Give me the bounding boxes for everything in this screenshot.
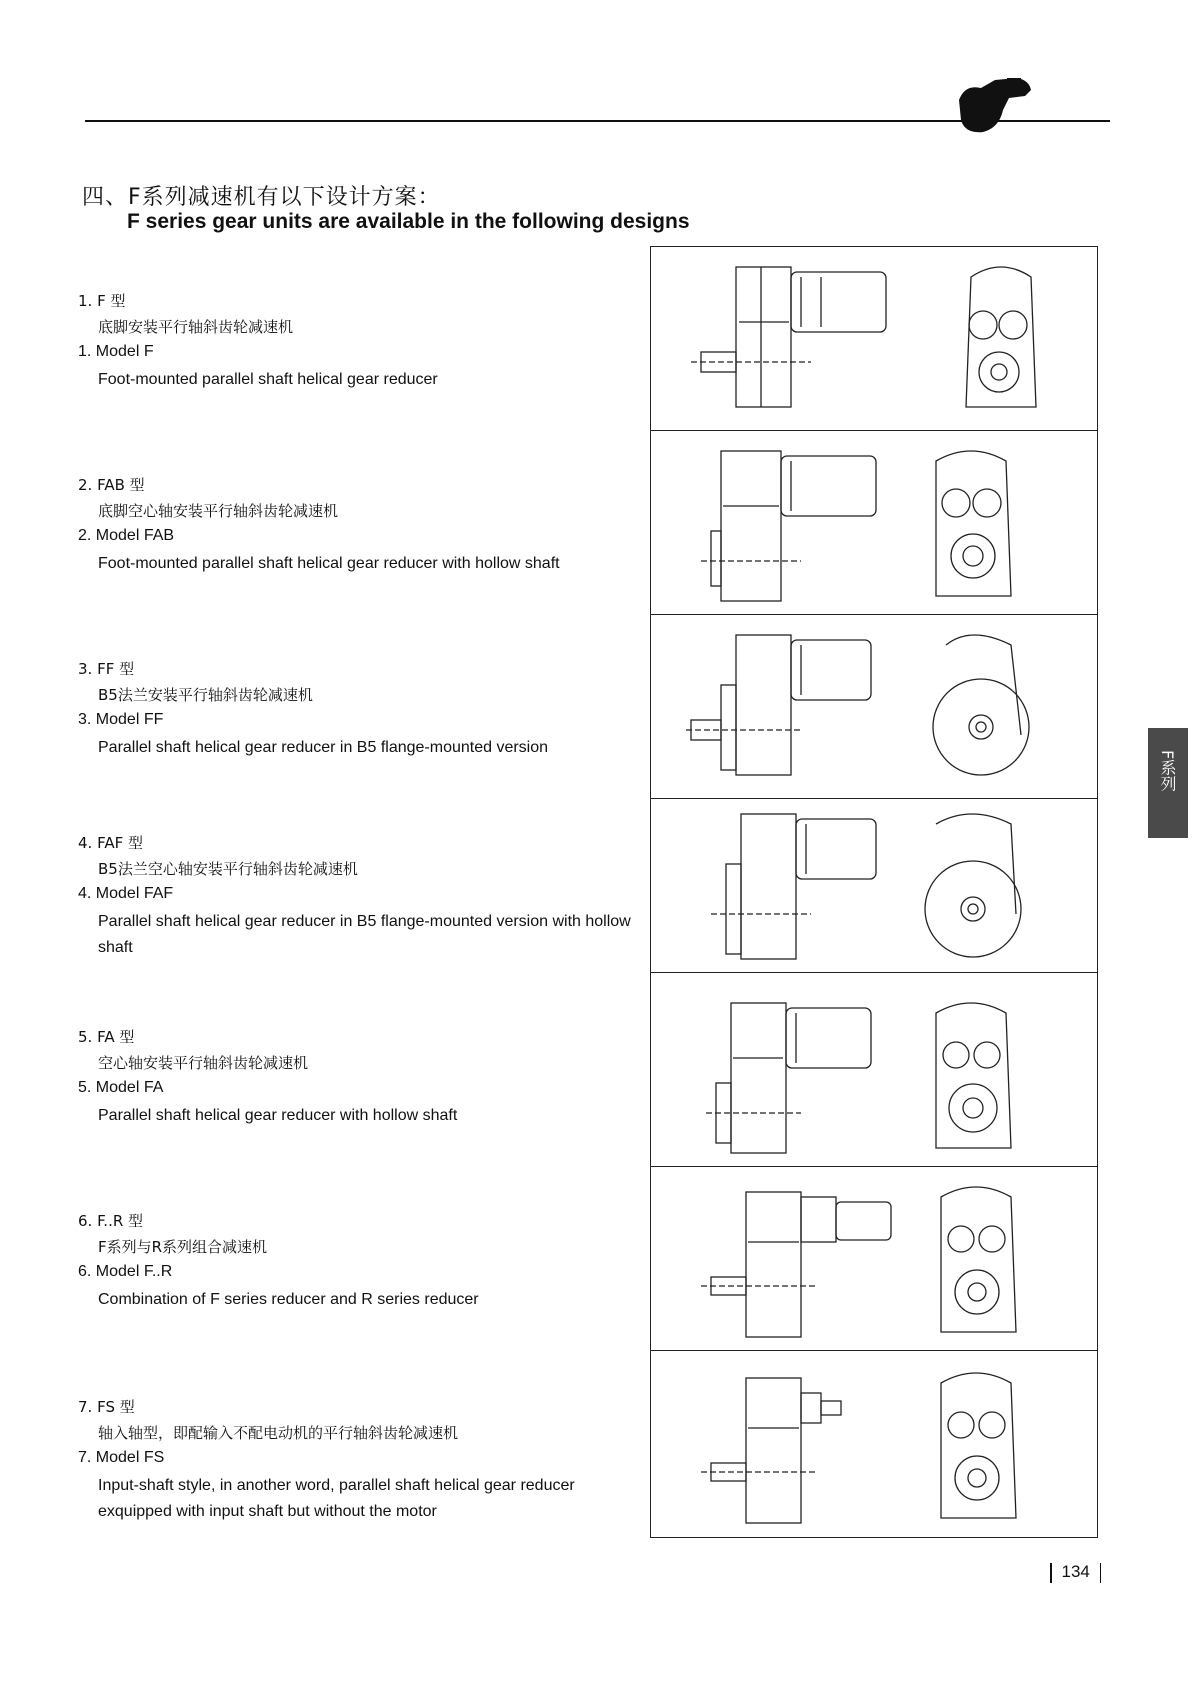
model-list [60, 248, 650, 1538]
model-item [60, 1354, 650, 1539]
figure-cell [651, 1353, 1097, 1537]
page-number [1040, 1562, 1111, 1583]
gear-reducer-drawing [651, 983, 1097, 1167]
model-desc-cn: 底脚安装平行轴斜齿轮减速机 [98, 318, 294, 336]
model-label-en: 2. Model FAB [78, 527, 175, 544]
figure-cell [651, 983, 1097, 1167]
page-number-bar-left [1050, 1563, 1052, 1583]
model-label-cn: 6. F..R 型 [78, 1212, 144, 1230]
model-desc-cn: 空心轴安装平行轴斜齿轮减速机 [98, 1054, 309, 1072]
model-label-en: 7. Model FS [78, 1449, 165, 1466]
page-number-bar-right [1100, 1563, 1102, 1583]
model-item [60, 248, 650, 433]
page-number-value: 134 [1061, 1562, 1090, 1581]
model-label-en: 4. Model FAF [78, 885, 174, 902]
figure-cell [651, 247, 1097, 431]
model-label-cn: 5. FA 型 [78, 1028, 135, 1046]
model-item [60, 432, 650, 617]
model-label-cn: 3. FF 型 [78, 660, 135, 678]
figure-cell [651, 1167, 1097, 1351]
gear-reducer-drawing [651, 789, 1097, 983]
model-item [60, 1168, 650, 1353]
model-label-en: 5. Model FA [78, 1079, 164, 1096]
section-side-tab [1148, 728, 1188, 838]
model-desc-en: Input-shaft style, in another word, parallel shaft helical gear reducer exquipped with input shaft but without the motor [98, 1477, 575, 1520]
model-desc-cn: B5法兰安装平行轴斜齿轮减速机 [98, 686, 313, 704]
section-title-en: F series gear units are available in the following designs [127, 210, 690, 233]
gear-reducer-drawing [651, 1167, 1097, 1353]
model-desc-cn: B5法兰空心轴安装平行轴斜齿轮减速机 [98, 860, 358, 878]
figure-cell [651, 789, 1097, 973]
gear-reducer-drawing [651, 431, 1097, 615]
model-label-en: 1. Model F [78, 343, 154, 360]
model-desc-en: Parallel shaft helical gear reducer in B5 flange-mounted version with hollow shaft [98, 913, 631, 956]
model-desc-en: Foot-mounted parallel shaft helical gear reducer with hollow shaft [98, 555, 560, 572]
model-desc-en: Combination of F series reducer and R series reducer [98, 1291, 479, 1308]
model-desc-cn: 轴入轴型，即配输入不配电动机的平行轴斜齿轮减速机 [98, 1424, 459, 1442]
figure-cell [651, 431, 1097, 615]
gear-reducer-drawing [651, 1353, 1097, 1537]
model-item [60, 984, 650, 1169]
gear-reducer-drawing [651, 615, 1097, 799]
model-item [60, 616, 650, 801]
model-desc-en: Parallel shaft helical gear reducer with hollow shaft [98, 1107, 458, 1124]
figure-cell [651, 615, 1097, 799]
section-title-cn: 四、F系列减速机有以下设计方案： [82, 185, 441, 210]
model-desc-cn: F系列与R系列组合减速机 [98, 1238, 268, 1256]
model-desc-en: Foot-mounted parallel shaft helical gear reducer [98, 371, 438, 388]
model-label-cn: 7. FS 型 [78, 1398, 135, 1416]
figure-table [650, 246, 1098, 1538]
model-desc-en: Parallel shaft helical gear reducer in B5 flange-mounted version [98, 739, 549, 756]
gear-motor-logo-icon [955, 70, 1035, 140]
model-label-cn: 2. FAB 型 [78, 476, 145, 494]
model-label-cn: 4. FAF 型 [78, 834, 143, 852]
model-label-cn: 1. F 型 [78, 292, 126, 310]
model-label-en: 6. Model F..R [78, 1263, 173, 1280]
model-desc-cn: 底脚空心轴安装平行轴斜齿轮减速机 [98, 502, 339, 520]
gear-reducer-drawing [651, 247, 1097, 431]
model-label-en: 3. Model FF [78, 711, 164, 728]
model-item [60, 790, 650, 975]
side-tab-label: F系列 [1158, 750, 1177, 792]
